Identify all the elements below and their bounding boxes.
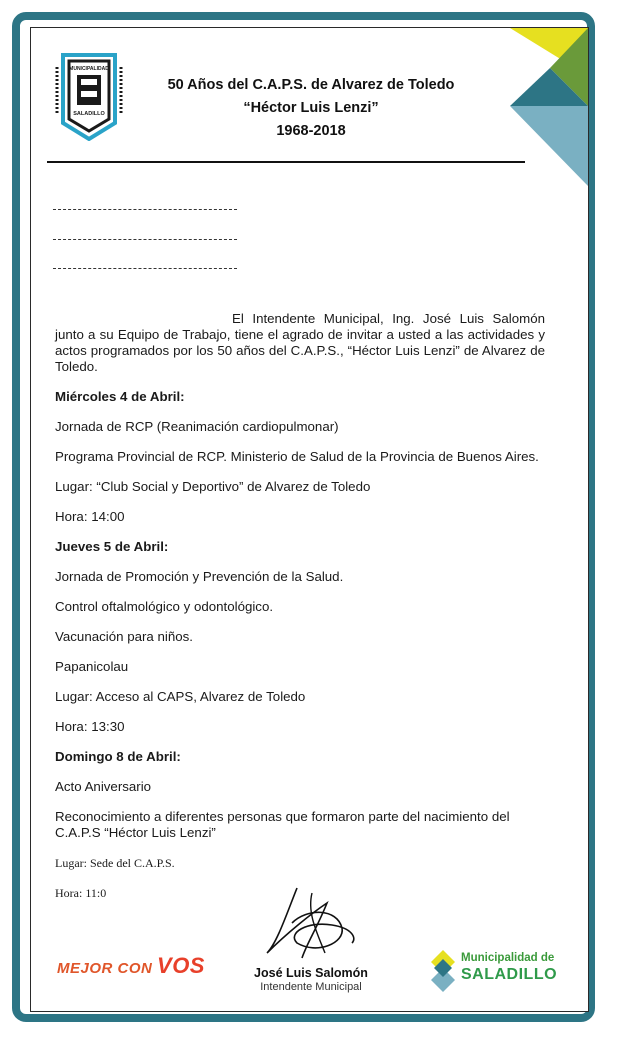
day2-item: Vacunación para niños. (55, 629, 193, 644)
day3-item: Acto Aniversario (55, 779, 152, 794)
municipality-name-line2: SALADILLO (461, 966, 558, 983)
header-title: 50 Años del C.A.P.S. de Alvarez de Toledo (167, 77, 455, 93)
svg-text:MUNICIPALIDAD: MUNICIPALIDAD (69, 66, 109, 72)
letter-body (55, 311, 545, 915)
day1-item: Programa Provincial de RCP. Ministerio de Salud de la Provincia de Buenos Aires. (55, 449, 539, 464)
letter-page (30, 27, 589, 1012)
day1-item: Jornada de RCP (Reanimación cardiopulmonar) (55, 419, 339, 434)
signer-name: José Luis Salomón (254, 966, 368, 980)
day3-item: Lugar: Sede del C.A.P.S. (55, 856, 175, 870)
header-subtitle: “Héctor Luis Lenzi” (243, 100, 379, 116)
slogan-logo (57, 953, 205, 979)
intro-paragraph: El Intendente Municipal, Ing. José Luis Salomón junto a su Equipo de Trabajo, tiene el agrado de invitar a usted a las actividades y actos programados por los 50 años del C.A.P.S., “Héctor Luis Lenzi” de Alvarez de Toledo. (55, 311, 545, 374)
header-divider (47, 161, 525, 163)
municipal-seal-icon (53, 53, 125, 141)
recipient-line-2 (53, 239, 237, 240)
recipient-line-3 (53, 268, 237, 269)
recipient-line-1 (53, 209, 237, 210)
day2-item: Lugar: Acceso al CAPS, Alvarez de Toledo (55, 689, 306, 704)
document-header (131, 74, 491, 143)
day2-item: Hora: 13:30 (55, 719, 125, 734)
day3-heading: Domingo 8 de Abril: (55, 749, 181, 764)
slogan-text: MEJOR CON (57, 960, 158, 977)
day1-heading: Miércoles 4 de Abril: (55, 389, 185, 404)
day3-item: Reconocimiento a diferentes personas que formaron parte del nacimiento del C.A.P.S “Héctor Luis Lenzi” (55, 809, 510, 840)
day1-item: Hora: 14:00 (55, 509, 125, 524)
day2-heading: Jueves 5 de Abril: (55, 539, 169, 554)
day2-item: Control oftalmológico y odontológico. (55, 599, 274, 614)
day2-item: Jornada de Promoción y Prevención de la Salud. (55, 569, 344, 584)
signer-role: Intendente Municipal (260, 981, 362, 993)
header-years: 1968-2018 (276, 123, 346, 139)
svg-text:SALADILLO: SALADILLO (73, 111, 105, 117)
day1-item: Lugar: “Club Social y Deportivo” de Alvarez de Toledo (55, 479, 371, 494)
day2-item: Papanicolau (55, 659, 129, 674)
handwritten-signature (257, 883, 367, 973)
municipality-name-line1: Municipalidad de (461, 952, 555, 964)
slogan-highlight: VOS (157, 953, 205, 978)
day3-item: Hora: 11:0 (55, 886, 107, 900)
